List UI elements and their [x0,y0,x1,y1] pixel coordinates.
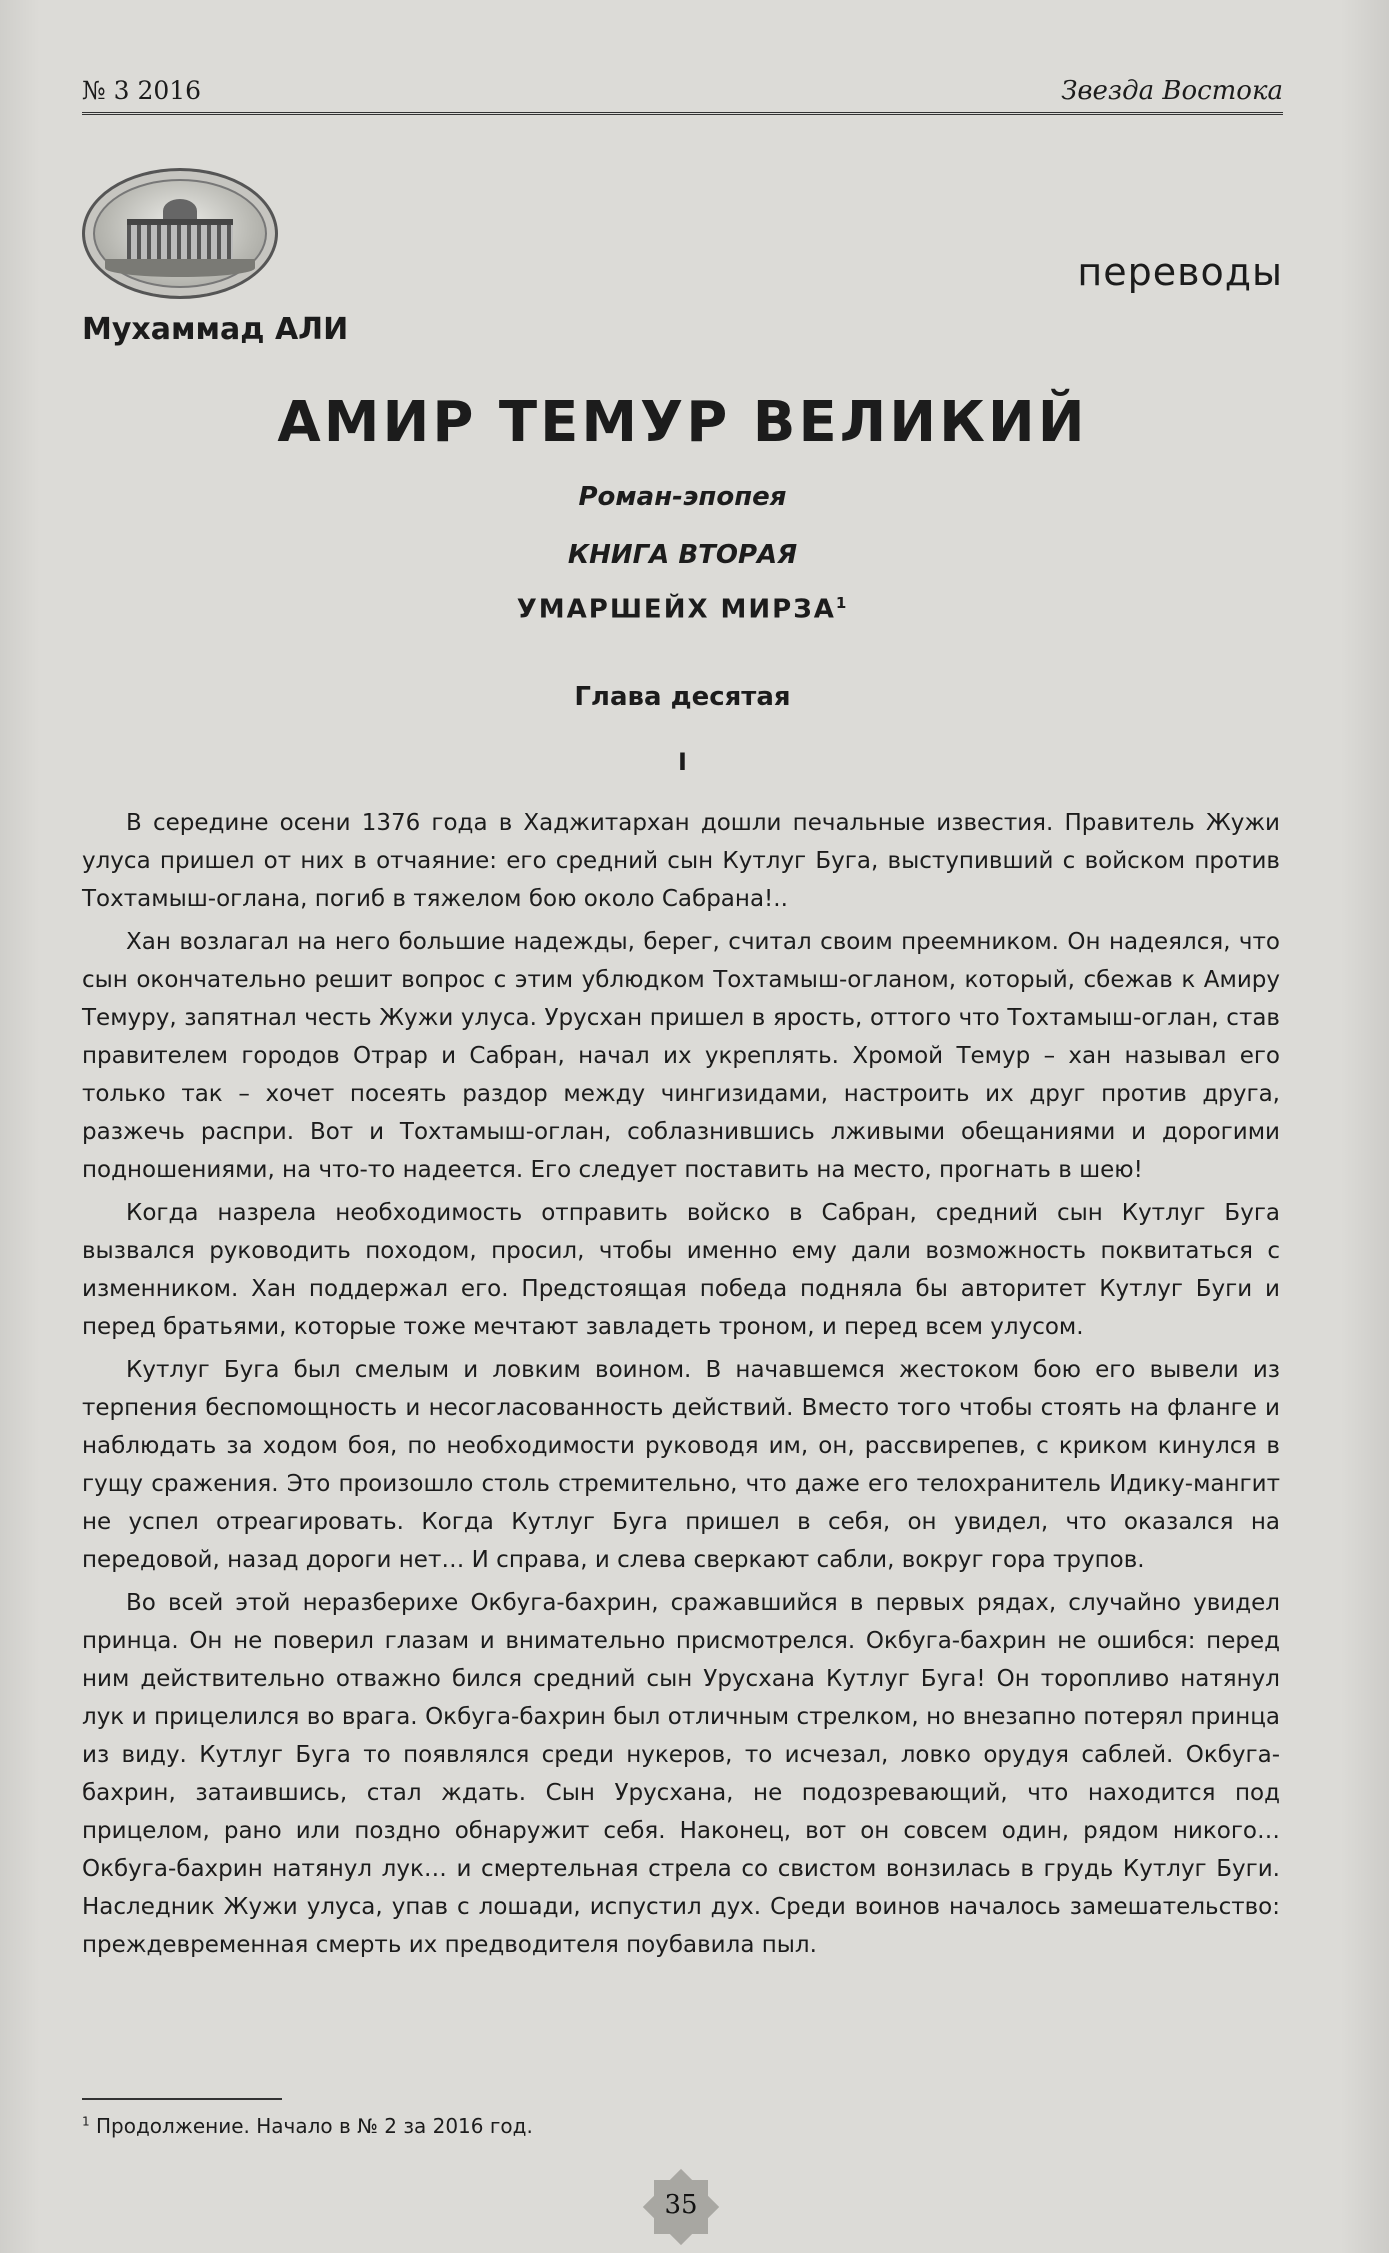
paragraph: Кутлуг Буга был смелым и ловким воином. В начавшемся жестоком бою его вывели из терпения беспомощность и несогласованность действий. Вместо того чтобы стоять на фланге и наблюдать за ходом боя, по необходимости руководя им, он, рассвирепев, с криком кинулся в гущу сражения. Это произошло столь стремительно, что даже его телохранитель Идику-мангит не успел отреагировать. Когда Кутлуг Буга пришел в себя, он увидел, что оказался на передовой, назад дороги нет… И справа, и слева сверкают сабли, вокруг гора трупов. [82,1357,1280,1573]
paragraph: Во всей этой неразберихе Окбуга-бахрин, сражавшийся в первых рядах, случайно увидел принца. Он не поверил глазам и внимательно присмотрелся. Окбуга-бахрин не ошибся: перед ним действительно отважно бился средний сын Урусхана Кутлуг Буга! Он торопливо натянул лук и прицелился во врага. Окбуга-бахрин был отличным стрелком, но внезапно потерял принца из виду. Кутлуг Буга то появлялся среди нукеров, то исчезал, ловко орудуя саблей. Окбуга-бахрин, затаившись, стал ждать. Сын Урусхана, не подозревающий, что находится под прицелом, рано или поздно обнаружит себя. Наконец, вот он совсем один, рядом никого… Окбуга-бахрин натянул лук… и смертельная стрела со свистом вонзилась в грудь Кутлуг Буги. Наследник Жужи улуса, упав с лошади, испустил дух. Среди воинов началось замешательство: преждевременная смерть их предводителя поубавила пыл. [82,1590,1280,1958]
paragraph: Хан возлагал на него большие надежды, берег, считал своим преемником. Он надеялся, что сын окончательно решит вопрос с этим ублюдком Тохтамыш-огланом, который, сбежав к Амиру Темуру, запятнал честь Жужи улуса. Урусхан пришел в ярость, оттого что Тохтамыш-оглан, став правителем городов Отрар и Сабран, начал их укреплять. Хромой Темур – хан называл его только так – хочет посеять раздор между чингизидами, настроить их друг против друга, разжечь распри. Вот и Тохтамыш-оглан, соблазнившись лживыми обещаниями и дорогими подношениями, на что-то надеется. Его следует поставить на место, прогнать в шею! [82,929,1280,1183]
book-heading: КНИГА ВТОРАЯ [567,540,798,570]
issue-number: № 3 2016 [82,76,202,105]
emblem-ground [105,259,255,277]
author-name: Мухаммад АЛИ [82,312,349,347]
page-number-badge [646,2172,716,2242]
journal-title: Звезда Востока [1061,76,1283,106]
part-heading [82,594,1283,625]
footnote-divider [82,2098,282,2100]
paragraph: Когда назрела необходимость отправить войско в Сабран, средний сын Кутлуг Буга вызвался руководить походом, просил, чтобы именно ему дали возможность поквитаться с изменником. Хан поддержал его. Предстоящая победа подняла бы авторитет Кутлуг Буги и перед братьями, которые тоже мечтают завладеть троном, и перед всем улусом. [82,1200,1280,1340]
footnote-text: Продолжение. Начало в № 2 за 2016 год. [89,2114,533,2138]
article-title: АМИР ТЕМУР ВЕЛИКИЙ [277,390,1088,455]
footnote [82,2114,533,2138]
part-title: УМАРШЕЙХ МИРЗА [516,594,836,625]
footnote-ref: 1 [835,594,849,612]
body-text [82,804,1280,1969]
chapter-heading: Глава десятая [574,682,791,712]
page-number: 35 [664,2190,698,2220]
section-label: переводы [1077,250,1283,294]
genre-subtitle: Роман-эпопея [578,482,787,512]
emblem-icon [82,168,278,299]
subsection-numeral: I [678,748,687,776]
footnote-mark: 1 [82,2114,90,2129]
running-header [82,72,1283,115]
paragraph: В середине осени 1376 года в Хаджитархан дошли печальные известия. Правитель Жужи улуса пришел от них в отчаяние: его средний сын Кутлуг Буга, выступивший с войском против Тохтамыш-оглана, погиб в тяжелом бою около Сабрана!.. [82,810,1280,912]
